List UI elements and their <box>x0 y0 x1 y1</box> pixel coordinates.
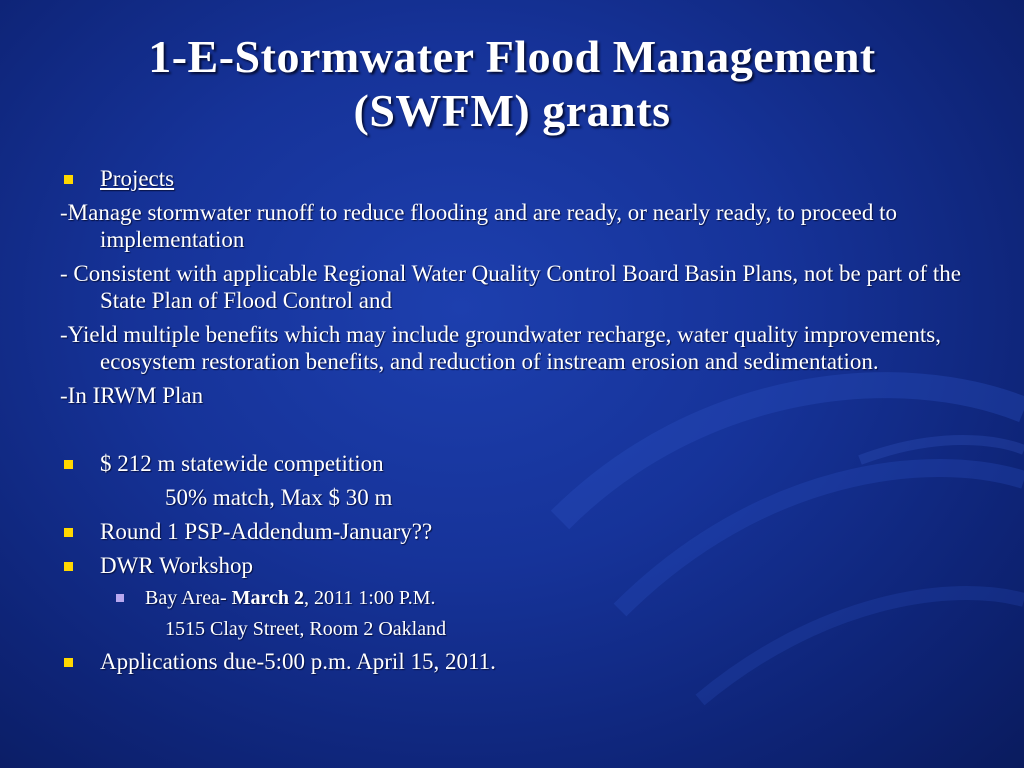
match-text: 50% match, Max $ 30 m <box>165 485 393 510</box>
square-bullet-icon <box>64 528 73 537</box>
bullet-round <box>60 518 1010 545</box>
bullet-competition <box>60 450 1010 477</box>
workshop-date: March 2 <box>231 587 305 609</box>
project-item-4: -In IRWM Plan <box>60 383 204 408</box>
title-line-1: 1-E-Stormwater Flood Management <box>148 31 876 82</box>
project-item-1: -Manage stormwater runoff to reduce flooding and are ready, or nearly ready, to proceed to implementation <box>60 200 898 252</box>
title-line-2: (SWFM) grants <box>353 85 671 136</box>
workshop-prefix: Bay Area- <box>145 587 232 609</box>
bullet-applications <box>60 648 1010 675</box>
square-bullet-icon <box>64 460 73 469</box>
bullet-workshop <box>60 552 1010 579</box>
slide-body <box>60 165 1010 682</box>
square-bullet-icon <box>64 658 73 667</box>
square-sub-bullet-icon <box>116 594 124 602</box>
project-item-2: - Consistent with applicable Regional Water Quality Control Board Basin Plans, not be part of the State Plan of Flood Control and <box>60 261 961 313</box>
bullet-projects <box>60 165 1010 192</box>
sub-bullet-bay-area <box>60 586 1010 610</box>
competition-text: $ 212 m statewide competition <box>100 451 384 476</box>
workshop-text: DWR Workshop <box>100 553 253 578</box>
round-text: Round 1 PSP-Addendum-January?? <box>100 519 433 544</box>
workshop-suffix: , 2011 1:00 P.M. <box>304 587 436 609</box>
square-bullet-icon <box>64 175 73 184</box>
spacer <box>60 416 1010 450</box>
square-bullet-icon <box>64 562 73 571</box>
slide-title <box>20 30 1004 138</box>
applications-text: Applications due-5:00 p.m. April 15, 2011. <box>100 649 496 674</box>
projects-label: Projects <box>100 166 175 191</box>
workshop-location: 1515 Clay Street, Room 2 Oakland <box>165 618 447 640</box>
project-item-3: -Yield multiple benefits which may include groundwater recharge, water quality improvements, ecosystem restoration benefits, and reduction of instream erosion and sedimentation. <box>60 322 941 374</box>
